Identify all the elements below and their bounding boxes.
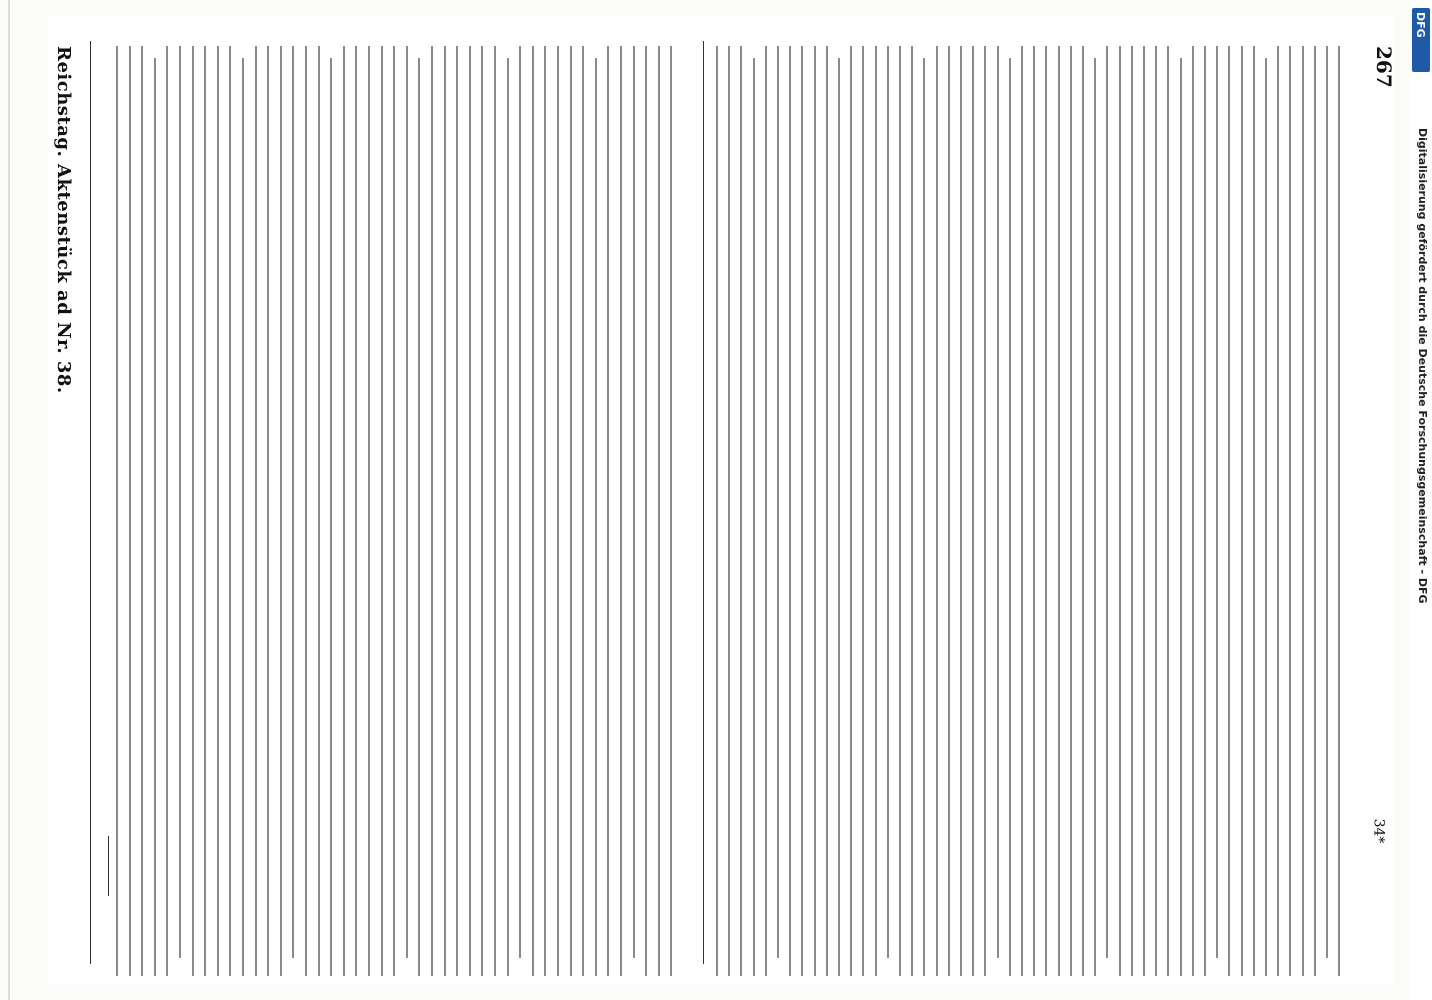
- scan-edge: [8, 0, 10, 1000]
- text-line: [368, 46, 370, 976]
- text-line: [255, 46, 257, 976]
- signature-mark: 34*: [1370, 818, 1387, 844]
- footnote-rule: [108, 836, 109, 896]
- text-line: [716, 46, 718, 976]
- text-line: [217, 46, 219, 976]
- text-line: [229, 46, 231, 976]
- text-line: [960, 46, 962, 976]
- text-line: [381, 46, 383, 976]
- text-line: [557, 46, 559, 976]
- text-line: [355, 46, 357, 976]
- text-line: [431, 46, 433, 976]
- text-line: [1106, 46, 1108, 958]
- text-line: [1009, 58, 1011, 976]
- column-left: [116, 46, 696, 976]
- text-line: [911, 46, 913, 976]
- text-line: [740, 46, 742, 976]
- text-line: [1082, 46, 1084, 976]
- text-line: [936, 46, 938, 976]
- text-line: [292, 46, 294, 958]
- digitization-sidebar: [1410, 0, 1432, 1000]
- text-block-right: [716, 46, 1356, 976]
- text-line: [507, 58, 509, 976]
- text-line: [1143, 46, 1145, 976]
- text-line: [1131, 46, 1133, 976]
- text-line: [1094, 58, 1096, 976]
- header-rule: [90, 41, 91, 964]
- text-line: [418, 58, 420, 976]
- text-line: [1192, 46, 1194, 976]
- text-line: [204, 46, 206, 976]
- text-line: [393, 46, 395, 976]
- text-line: [1326, 46, 1328, 958]
- text-line: [406, 46, 408, 958]
- text-line: [948, 46, 950, 976]
- text-line: [1058, 46, 1060, 976]
- text-line: [670, 46, 672, 976]
- text-line: [1228, 46, 1230, 976]
- text-line: [765, 46, 767, 976]
- text-line: [242, 58, 244, 976]
- text-line: [570, 46, 572, 976]
- text-line: [116, 46, 118, 976]
- text-line: [1033, 46, 1035, 976]
- text-line: [777, 46, 779, 958]
- text-line: [141, 46, 143, 976]
- text-line: [607, 46, 609, 976]
- text-line: [887, 46, 889, 958]
- dfg-logo: DFG: [1412, 8, 1430, 72]
- text-line: [179, 46, 181, 958]
- text-line: [595, 58, 597, 976]
- page-number: 267: [1372, 46, 1396, 88]
- text-line: [728, 46, 730, 976]
- text-line: [1021, 46, 1023, 976]
- column-right: [716, 46, 1356, 976]
- text-line: [305, 46, 307, 976]
- text-line: [1302, 46, 1304, 976]
- text-line: [519, 46, 521, 958]
- text-line: [899, 46, 901, 976]
- text-line: [166, 46, 168, 976]
- text-line: [862, 46, 864, 976]
- text-line: [1277, 46, 1279, 976]
- text-line: [318, 46, 320, 976]
- text-line: [494, 46, 496, 976]
- text-line: [801, 46, 803, 976]
- text-line: [789, 46, 791, 976]
- text-line: [456, 46, 458, 976]
- text-line: [1338, 46, 1340, 976]
- text-line: [838, 58, 840, 976]
- text-line: [532, 46, 534, 976]
- text-line: [972, 46, 974, 976]
- text-line: [129, 46, 131, 976]
- text-line: [1241, 46, 1243, 976]
- text-line: [826, 46, 828, 976]
- text-line: [1216, 46, 1218, 958]
- text-line: [1253, 46, 1255, 976]
- text-line: [544, 46, 546, 976]
- text-line: [658, 46, 660, 976]
- text-line: [343, 46, 345, 976]
- running-title: Reichstag. Aktenstück ad Nr. 38.: [53, 46, 74, 394]
- text-line: [875, 46, 877, 976]
- text-line: [1265, 58, 1267, 976]
- text-line: [444, 46, 446, 976]
- text-line: [645, 46, 647, 976]
- text-line: [1119, 46, 1121, 976]
- text-line: [582, 46, 584, 976]
- text-line: [923, 58, 925, 976]
- text-line: [633, 46, 635, 958]
- document-page: [48, 16, 1393, 984]
- text-line: [1167, 46, 1169, 976]
- text-line: [469, 46, 471, 976]
- text-line: [154, 58, 156, 976]
- running-header: [53, 46, 86, 966]
- text-line: [1070, 46, 1072, 976]
- digitization-notice: Digitalisierung gefördert durch die Deutsche Forschungsgemeinschaft - DFG: [1416, 128, 1429, 604]
- text-line: [481, 46, 483, 976]
- text-line: [997, 46, 999, 958]
- text-line: [1289, 46, 1291, 976]
- text-line: [850, 46, 852, 976]
- text-line: [1314, 46, 1316, 976]
- text-line: [814, 46, 816, 976]
- text-line: [267, 46, 269, 976]
- text-line: [1045, 46, 1047, 976]
- column-divider: [703, 41, 704, 964]
- text-line: [984, 46, 986, 976]
- text-line: [620, 46, 622, 976]
- text-line: [1180, 58, 1182, 976]
- text-line: [330, 58, 332, 976]
- text-line: [1204, 46, 1206, 976]
- text-line: [192, 46, 194, 976]
- text-line: [753, 58, 755, 976]
- text-block-left: [116, 46, 696, 976]
- text-line: [280, 46, 282, 976]
- text-line: [1155, 46, 1157, 976]
